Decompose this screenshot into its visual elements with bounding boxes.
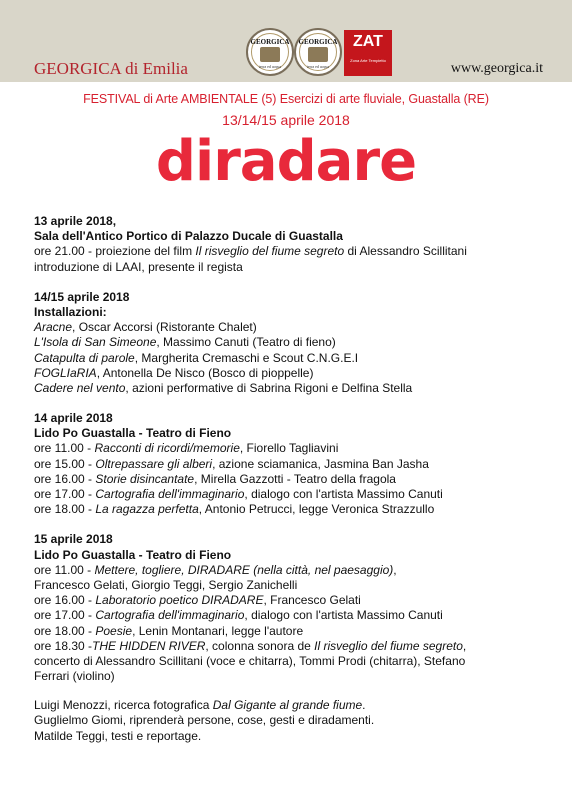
event-title: Laboratorio poetico DIRADARE <box>95 593 264 608</box>
event-time: ore 18.30 - <box>34 638 93 653</box>
event-detail: , dialogo con l'artista Massimo Canuti <box>244 608 443 623</box>
event-title: Cartografia dell'immaginario <box>95 487 245 501</box>
event-detail: , dialogo con l'artista Massimo Canuti <box>244 487 443 501</box>
event-title: Mettere, togliere, DIRADARE (nella città, nel paesaggio) <box>94 562 394 577</box>
seal-text: GEORGICA <box>250 38 290 46</box>
zat-logo-subtext: Zona Arte Tempietto <box>350 58 386 63</box>
program-content <box>34 214 564 744</box>
installation-item <box>34 366 564 381</box>
event-detail: , Francesco Gelati <box>263 593 361 608</box>
event-item <box>34 457 564 472</box>
festival-line: FESTIVAL di Arte AMBIENTALE (5) Esercizi di arte fluviale, Guastalla (RE) <box>83 92 489 106</box>
installation-item <box>34 351 564 366</box>
section4-venue: Lido Po Guastalla - Teatro di Fieno <box>34 547 232 562</box>
event-time: ore 11.00 - <box>34 562 95 577</box>
seal-subtext: terra ed acqua <box>306 64 330 69</box>
installation-detail: , Massimo Canuti (Teatro di fieno) <box>156 335 336 350</box>
section2-date: 14/15 aprile 2018 <box>34 289 130 304</box>
event-item <box>34 502 564 517</box>
georgica-seal-logo-2 <box>294 28 342 76</box>
event-time: ore 17.00 - <box>34 487 96 501</box>
header-band <box>0 0 572 82</box>
section3-venue: Lido Po Guastalla - Teatro di Fieno <box>34 426 232 441</box>
film-title: Il risveglio del fiume segreto <box>195 244 345 259</box>
event-title: Storie disincantate <box>95 471 195 486</box>
installation-detail: , Margherita Cremaschi e Scout C.N.G.E.I <box>134 350 359 365</box>
event-detail: , Mirella Gazzotti - Teatro della fragola <box>194 471 396 486</box>
brand-name: GEORGICA di Emilia <box>34 59 188 78</box>
event-title: Poesie <box>95 623 133 638</box>
zat-logo <box>344 30 392 76</box>
credit-line <box>34 698 564 713</box>
event-time: ore 18.00 - <box>34 623 96 638</box>
event-title: Oltrepassare gli alberi <box>95 456 213 471</box>
spacer <box>34 684 564 698</box>
text: di Alessandro Scillitani <box>344 244 467 259</box>
section1-venue: Sala dell'Antico Portico di Palazzo Ducale di Guastalla <box>34 229 343 244</box>
credit-line: Guglielmo Giomi, riprenderà persone, cose, gesti e diradamenti. <box>34 713 375 728</box>
dates-line: 13/14/15 aprile 2018 <box>222 112 350 128</box>
page-title: diradare <box>155 129 417 194</box>
event-detail: , Antonio Petrucci, legge Veronica Strazzullo <box>198 502 435 517</box>
section1-date: 13 aprile 2018, <box>34 214 117 228</box>
event-title: THE HIDDEN RIVER <box>92 638 206 653</box>
section4-date: 15 aprile 2018 <box>34 532 113 547</box>
event-item <box>34 441 564 456</box>
section3-date: 14 aprile 2018 <box>34 411 113 426</box>
website-url: www.georgica.it <box>450 61 543 76</box>
event-time: ore 18.00 - <box>34 502 96 517</box>
section1-intro: introduzione di LAAI, presente il regista <box>34 259 243 274</box>
installation-detail: , azioni performative di Sabrina Rigoni e Delfina Stella <box>125 380 413 395</box>
event-detail: , colonna sonora de <box>205 638 315 653</box>
installation-title: Aracne <box>34 320 73 335</box>
seal-subtext: terra ed acqua <box>258 64 282 69</box>
event-detail: , Fiorello Tagliavini <box>239 441 339 456</box>
section1-line <box>34 244 564 259</box>
installation-title: Catapulta di parole <box>34 350 135 365</box>
film-title: Il risveglio del fiume segreto <box>314 638 463 653</box>
event-title: Racconti di ricordi/memorie <box>94 441 240 456</box>
event-item <box>34 639 564 654</box>
event-time: ore 16.00 - <box>34 471 96 486</box>
installation-item <box>34 320 564 335</box>
text: ore 21.00 - proiezione del film <box>34 244 196 259</box>
event-detail: , azione sciamanica, Jasmina Ban Jasha <box>212 456 429 471</box>
event-item <box>34 487 564 502</box>
text: . <box>362 698 366 713</box>
event-item <box>34 624 564 639</box>
section2-heading: Installazioni: <box>34 304 107 319</box>
zat-logo-text: ZAT <box>353 33 383 50</box>
installation-item <box>34 335 564 350</box>
seal-image <box>308 47 328 62</box>
event-time: ore 16.00 - <box>34 593 96 608</box>
installation-detail: , Oscar Accorsi (Ristorante Chalet) <box>72 320 257 335</box>
spacer <box>34 275 564 290</box>
spacer <box>34 517 564 532</box>
work-title: Dal Gigante al grande fiume <box>212 698 363 713</box>
event-title: La ragazza perfetta <box>95 502 199 517</box>
spacer <box>34 396 564 411</box>
text: Luigi Menozzi, ricerca fotografica <box>34 698 213 713</box>
event-continuation: Ferrari (violino) <box>34 669 115 684</box>
installation-title: FOGLIaRIA <box>34 365 97 380</box>
installation-detail: , Antonella De Nisco (Bosco di pioppelle) <box>96 365 314 380</box>
event-item <box>34 472 564 487</box>
event-detail: , Lenin Montanari, legge l'autore <box>132 623 304 638</box>
installation-title: L'Isola di San Simeone <box>34 335 157 350</box>
event-continuation: concerto di Alessandro Scillitani (voce e chitarra), Tommi Prodi (chitarra), Stefano <box>34 653 466 668</box>
seal-image <box>260 47 280 62</box>
seal-text: GEORGICA <box>298 38 338 46</box>
event-detail: , <box>393 562 397 577</box>
event-detail: , <box>462 638 467 653</box>
installation-title: Cadere nel vento <box>34 380 126 395</box>
event-title: Cartografia dell'immaginario <box>95 608 245 623</box>
event-time: ore 11.00 - <box>34 441 95 456</box>
installation-item <box>34 381 564 396</box>
credit-line: Matilde Teggi, testi e reportage. <box>34 728 202 743</box>
event-item <box>34 593 564 608</box>
event-item <box>34 608 564 623</box>
georgica-seal-logo <box>246 28 294 76</box>
event-time: ore 17.00 - <box>34 608 96 623</box>
event-continuation: Francesco Gelati, Giorgio Teggi, Sergio Zanichelli <box>34 577 298 592</box>
event-time: ore 15.00 - <box>34 456 96 471</box>
event-item <box>34 563 564 578</box>
